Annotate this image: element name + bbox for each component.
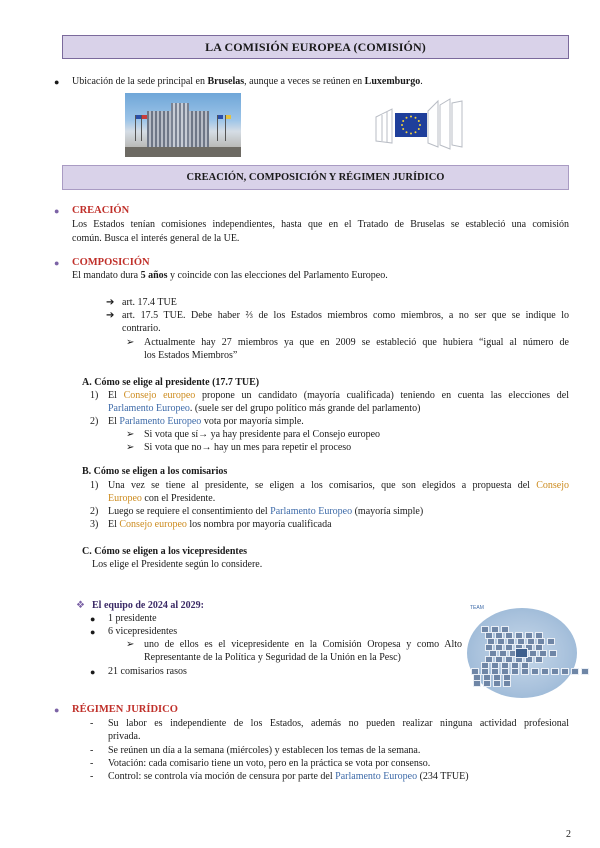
text: El	[108, 519, 120, 530]
intro-mid: , aunque a veces se reúnen en	[244, 76, 365, 87]
presidente-item-1-line-2	[108, 403, 420, 415]
intro-bruselas: Bruselas	[207, 76, 245, 87]
text: . (suele ser del grupo político más grande del parlamento)	[189, 403, 421, 414]
bullet-dot: ●	[90, 627, 96, 637]
arrowhead-icon: ➢	[126, 639, 135, 650]
equipo-comisarios: 21 comisarios rasos	[108, 666, 187, 677]
composicion-mandato	[72, 270, 388, 282]
parlamento-europeo-link: Parlamento Europeo	[108, 403, 190, 414]
regimen-item-1-line-2: privada.	[108, 731, 141, 742]
art-17-4: art. 17.4 TUE	[122, 297, 177, 308]
regimen-item-4	[108, 771, 469, 783]
intro-pre: Ubicación de la sede principal en	[72, 76, 208, 87]
text: (mayoría simple)	[352, 506, 424, 517]
bullet-dot: ●	[54, 206, 60, 216]
intro-post: .	[420, 76, 423, 87]
list-number: 1)	[90, 390, 99, 401]
bullet-dot: ●	[54, 705, 60, 715]
parlamento-europeo-link: Parlamento Europeo	[270, 506, 353, 517]
arrow-right-icon: ➔	[106, 297, 115, 308]
equipo-presidente: 1 presidente	[108, 613, 157, 624]
commissioner-portrait	[551, 668, 559, 675]
parlamento-europeo-link: Parlamento Europeo	[335, 771, 418, 782]
mandato-post: y coincide con las elecciones del Parlamento Europeo.	[167, 270, 388, 281]
text: El	[108, 416, 120, 427]
dash-bullet: -	[90, 718, 94, 729]
intro-luxemburgo: Luxemburgo	[364, 76, 421, 87]
consejo-europeo-link: Consejo europeo	[119, 519, 187, 530]
mandato-years: 5 años	[140, 270, 168, 281]
commissioner-portrait	[483, 680, 491, 687]
vota-si: Si vota que sí→ ya hay presidente para el Consejo europeo	[144, 429, 381, 440]
miembros-line-1: Actualmente hay 27 miembros ya que en 2009 se estableció que hubiera “igual al número de	[144, 337, 569, 348]
text: El	[108, 390, 124, 401]
regimen-heading: RÉGIMEN JURÍDICO	[72, 704, 178, 715]
equipo-vicepresidentes: 6 vicepresidentes	[108, 626, 178, 637]
dash-bullet: -	[90, 771, 94, 782]
comisarios-item-3	[108, 519, 332, 531]
creacion-line-2: común. Busca el interés general de la UE.	[72, 233, 240, 244]
alto-representante-line-2: Representante de la Política y Seguridad de la Unión en la Pesc)	[144, 652, 401, 663]
list-number: 2)	[90, 506, 99, 517]
composicion-heading: COMPOSICIÓN	[72, 257, 150, 268]
team-image-label: TEAM	[470, 605, 484, 611]
president-portrait	[515, 648, 528, 658]
bullet-dot: ●	[54, 77, 60, 87]
vicepresidentes-text: Los elige el Presidente según lo considere.	[92, 559, 263, 570]
text: vota por mayoría simple.	[201, 416, 304, 427]
commissioner-portrait	[549, 650, 557, 657]
commissioner-portrait	[535, 656, 543, 663]
text: Una vez se tiene al presidente, se eligen a los comisarios, que son elegidos a propuesta del	[108, 480, 537, 491]
text: con el Presidente.	[141, 493, 216, 504]
berlaymont-building-photo	[125, 93, 241, 157]
consejo-europeo-link: Consejo europeo	[123, 390, 196, 401]
list-number: 2)	[90, 416, 99, 427]
commissioner-portrait	[473, 680, 481, 687]
european-commission-logo	[368, 95, 470, 155]
text: Control: se controla vía moción de censura por parte del	[108, 771, 336, 782]
commissioner-portrait	[581, 668, 589, 675]
comisarios-heading: B. Cómo se eligen a los comisarios	[82, 466, 228, 477]
comisarios-item-1-line-2	[108, 493, 215, 505]
dash-bullet: -	[90, 745, 94, 756]
commissioner-portrait	[561, 668, 569, 675]
commissioner-portrait	[531, 668, 539, 675]
comisarios-item-2	[108, 506, 423, 518]
commissioner-portrait	[571, 668, 579, 675]
dash-bullet: -	[90, 758, 94, 769]
mandato-pre: El mandato dura	[72, 270, 141, 281]
regimen-item-3: Votación: cada comisario tiene un voto, pero en la práctica se vota por consenso.	[108, 758, 431, 769]
commissioner-portrait	[493, 680, 501, 687]
arrowhead-icon: ➢	[126, 337, 135, 348]
diamond-bullet-icon: ❖	[76, 600, 85, 611]
bullet-dot: ●	[90, 667, 96, 677]
arrowhead-icon: ➢	[126, 429, 135, 440]
regimen-item-1-line-1: Su labor es independiente de los Estados, además no pueden realizar ninguna actividad profesional	[108, 718, 569, 729]
presidente-heading: A. Cómo se elige al presidente (17.7 TUE)	[82, 377, 260, 388]
commission-team-image	[467, 608, 577, 698]
arrow-right-icon: ➔	[106, 310, 115, 321]
regimen-item-2: Se reúnen un día a la semana (miércoles) y establecen los temas de la semana.	[108, 745, 421, 756]
text: propone un candidato (mayoría cualificada) teniendo en cuenta las elecciones del	[195, 390, 569, 401]
presidente-item-2	[108, 416, 304, 428]
bullet-dot: ●	[90, 614, 96, 624]
page-title: LA COMISIÓN EUROPEA (COMISIÓN)	[62, 35, 569, 59]
commissioner-portrait	[521, 668, 529, 675]
text: Luego se requiere el consentimiento del	[108, 506, 271, 517]
arrowhead-icon: ➢	[126, 442, 135, 453]
list-number: 1)	[90, 480, 99, 491]
comisarios-item-1-line-1	[108, 480, 569, 492]
text: (234 TFUE)	[417, 771, 469, 782]
alto-representante-line-1: uno de ellos es el vicepresidente en la Comisión Oropesa y como Alto	[144, 639, 462, 650]
art-17-5-line-1: art. 17.5 TUE. Debe haber ⅔ de los Estados miembros como miembros, a no ser que se indique lo	[122, 310, 569, 321]
creacion-line-1: Los Estados tenían comisiones independientes, hasta que en el Tratado de Bruselas se estableció una comisión	[72, 219, 569, 230]
presidente-item-1-line-1	[108, 390, 569, 402]
equipo-heading: El equipo de 2024 al 2029:	[92, 600, 204, 611]
list-number: 3)	[90, 519, 99, 530]
intro-text	[72, 76, 423, 88]
consejo-link: Consejo	[536, 480, 569, 491]
commissioner-portrait	[547, 638, 555, 645]
commissioner-portrait	[503, 680, 511, 687]
section-title: CREACIÓN, COMPOSICIÓN Y RÉGIMEN JURÍDICO	[62, 165, 569, 190]
parlamento-europeo-link: Parlamento Europeo	[119, 416, 202, 427]
commissioner-portrait	[511, 668, 519, 675]
creacion-heading: CREACIÓN	[72, 205, 130, 216]
art-17-5-line-2: contrario.	[122, 323, 161, 334]
page-number: 2	[566, 829, 571, 840]
miembros-line-2: los Estados Miembros”	[144, 350, 238, 361]
commissioner-portrait	[541, 668, 549, 675]
vota-no: Si vota que no→ hay un mes para repetir el proceso	[144, 442, 352, 453]
vicepresidentes-heading: C. Cómo se eligen a los vicepresidentes	[82, 546, 248, 557]
europeo-link: Europeo	[108, 493, 142, 504]
bullet-dot: ●	[54, 258, 60, 268]
text: los nombra por mayoría cualificada	[186, 519, 332, 530]
